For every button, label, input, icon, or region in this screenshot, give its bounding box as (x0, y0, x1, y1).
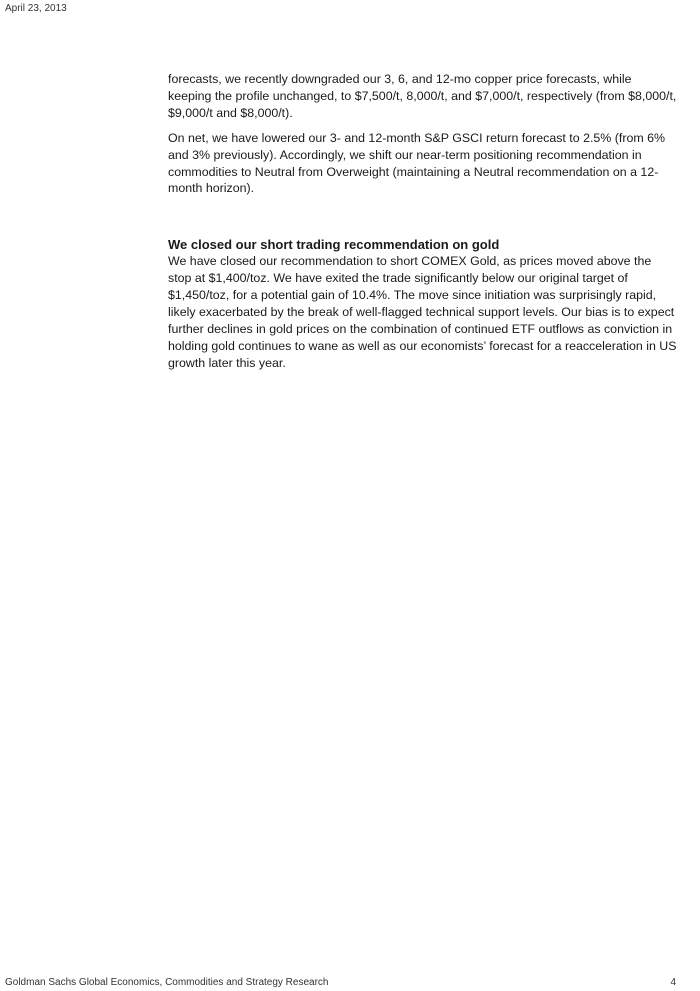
page-date: April 23, 2013 (5, 3, 67, 14)
main-content (168, 71, 678, 380)
section-heading: We closed our short trading recommendation on gold (168, 237, 500, 253)
body-paragraph-gsci-positioning: On net, we have lowered our 3- and 12-month S&P GSCI return forecast to 2.5% (from 6% and 3% previously). Accordingly, we shift our near-term positioning recommendation in commodities to Neutral from Overweight (maintaining a Neutral recommendation on a 12-month horizon). (168, 130, 666, 196)
page-number: 4 (670, 977, 676, 988)
footer-source: Goldman Sachs Global Economics, Commodities and Strategy Research (5, 977, 329, 988)
page-footer (5, 977, 676, 988)
body-paragraph-copper-forecasts: forecasts, we recently downgraded our 3, 6, and 12-mo copper price forecasts, while keeping the profile unchanged, to $7,500/t, 8,000/t, and $7,000/t, respectively (from $8,000/t, $9,000/t and $8,000/t). (168, 72, 677, 120)
section-paragraph-gold: We have closed our recommendation to short COMEX Gold, as prices moved above the stop at $1,400/toz. We have exited the trade significantly below our original target of $1,450/toz, for a potential gain of 10.4%. The move since initiation was surprisingly rapid, likely exacerbated by the break of well-flagged technical support levels. Our bias is to expect further declines in gold prices on the combination of continued ETF outflows as conviction in holding gold continues to wane as well as our economists’ forecast for a reacceleration in US growth later this year. (168, 254, 677, 370)
